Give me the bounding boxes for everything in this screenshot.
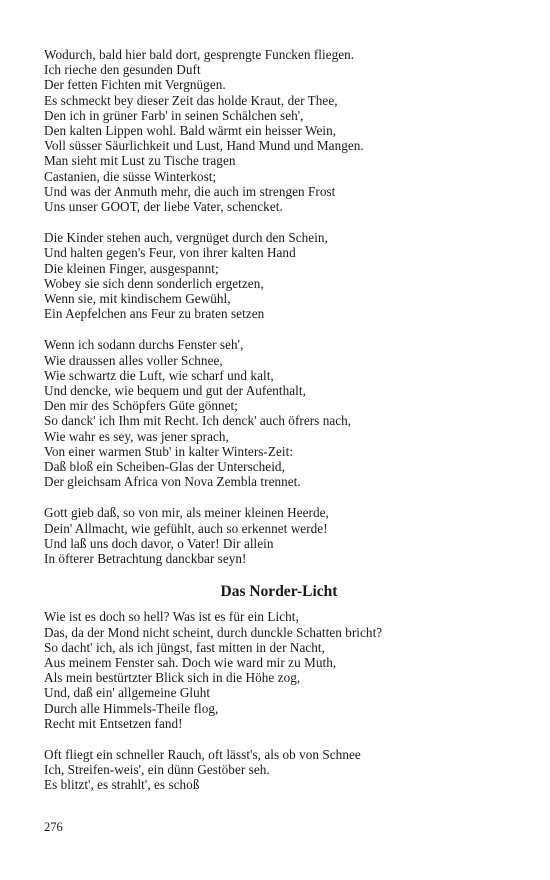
- poem-line: Der gleichsam Africa von Nova Zembla trennet.: [44, 474, 301, 490]
- poem-line: Wie ist es doch so hell? Was ist es für ein Licht,: [44, 609, 299, 625]
- poem-line: Und laß uns doch davor, o Vater! Dir allein: [44, 535, 274, 551]
- poem-line: Wobey sie sich denn sonderlich ergetzen,: [44, 275, 264, 291]
- poem-line: Die Kinder stehen auch, vergnüget durch den Schein,: [44, 230, 328, 246]
- poem-line: Durch alle Himmels-Theile flog,: [44, 700, 219, 716]
- book-page: [44, 47, 514, 809]
- poem-line: Wenn sie, mit kindischem Gewühl,: [44, 291, 231, 307]
- poem-line: Und was der Anmuth mehr, die auch im strengen Frost: [44, 183, 336, 199]
- page-number: 276: [44, 820, 63, 834]
- section-title: Das Norder-Licht: [220, 583, 338, 601]
- poem-line: Den kalten Lippen wohl. Bald wärmt ein heisser Wein,: [44, 123, 337, 139]
- poem-line: Den mir des Schöpfers Güte gönnet;: [44, 398, 238, 414]
- poem-line: Man sieht mit Lust zu Tische tragen: [44, 153, 236, 169]
- poem-line: Und, daß ein' allgemeine Gluht: [44, 685, 211, 701]
- stanza: [44, 505, 514, 566]
- stanza: [44, 747, 514, 793]
- poem-line: So dacht' ich, als ich jüngst, fast mitten in der Nacht,: [44, 639, 325, 655]
- poem-line: Es schmeckt bey dieser Zeit das holde Kraut, der Thee,: [44, 92, 338, 108]
- poem-line: Ich, Streifen-weis', ein dünn Gestöber seh.: [44, 762, 270, 778]
- poem-line: Als mein bestürtzter Blick sich in die Höhe zog,: [44, 670, 301, 686]
- poem-line: Von einer warmen Stub' in kalter Winters-Zeit:: [44, 443, 294, 459]
- poem-line: Aus meinem Fenster sah. Doch wie ward mir zu Muth,: [44, 654, 337, 670]
- stanza: [44, 230, 514, 321]
- poem-line: Wodurch, bald hier bald dort, gesprengte Funcken fliegen.: [44, 47, 355, 62]
- poem-line: So danck' ich Ihm mit Recht. Ich denck' auch öfrers nach,: [44, 413, 352, 429]
- poem-line: Recht mit Entsetzen fand!: [44, 715, 183, 731]
- poem-line: Den ich in grüner Farb' in seinen Schälchen seh',: [44, 107, 304, 123]
- poem-line: Ich rieche den gesunden Duft: [44, 62, 201, 78]
- poem-line: Die kleinen Finger, ausgespannt;: [44, 260, 219, 276]
- poem-line: In öfterer Betrachtung danckbar seyn!: [44, 551, 247, 567]
- stanza: [44, 609, 514, 731]
- poem-line: Uns unser GOOT, der liebe Vater, schencket.: [44, 199, 283, 215]
- poem-line: Wenn ich sodann durchs Fenster seh',: [44, 337, 244, 353]
- poem-line: Castanien, die süsse Winterkost;: [44, 168, 217, 184]
- poem-line: Wie schwartz die Luft, wie scharf und kalt,: [44, 367, 274, 383]
- poem-line: Und halten gegen's Feur, von ihrer kalten Hand: [44, 245, 296, 261]
- poem-line: Oft fliegt ein schneller Rauch, oft lässt's, als ob von Schnee: [44, 746, 361, 762]
- poem-stanzas-top: [44, 47, 514, 566]
- poem-line: Und dencke, wie bequem und gut der Aufenthalt,: [44, 383, 306, 399]
- poem-line: Wie wahr es sey, was jener sprach,: [44, 428, 229, 444]
- poem-line: Gott gieb daß, so von mir, als meiner kleinen Heerde,: [44, 505, 329, 521]
- poem-line: Es blitzt', es strahlt', es schoß: [44, 777, 200, 793]
- stanza: [44, 47, 514, 214]
- poem-line: Wie draussen alles voller Schnee,: [44, 352, 223, 368]
- poem-line: Dein' Allmacht, wie gefühlt, auch so erkennet werde!: [44, 520, 328, 536]
- poem-line: Ein Aepfelchen ans Feur zu braten setzen: [44, 306, 265, 322]
- poem-line: Voll süsser Säurlichkeit und Lust, Hand Mund und Mangen.: [44, 138, 364, 154]
- poem-line: Daß bloß ein Scheiben-Glas der Unterscheid,: [44, 459, 285, 475]
- poem-stanzas-bottom: [44, 609, 514, 792]
- stanza: [44, 337, 514, 489]
- poem-line: Der fetten Fichten mit Vergnügen.: [44, 77, 226, 93]
- poem-line: Das, da der Mond nicht scheint, durch dunckle Schatten bricht?: [44, 624, 383, 640]
